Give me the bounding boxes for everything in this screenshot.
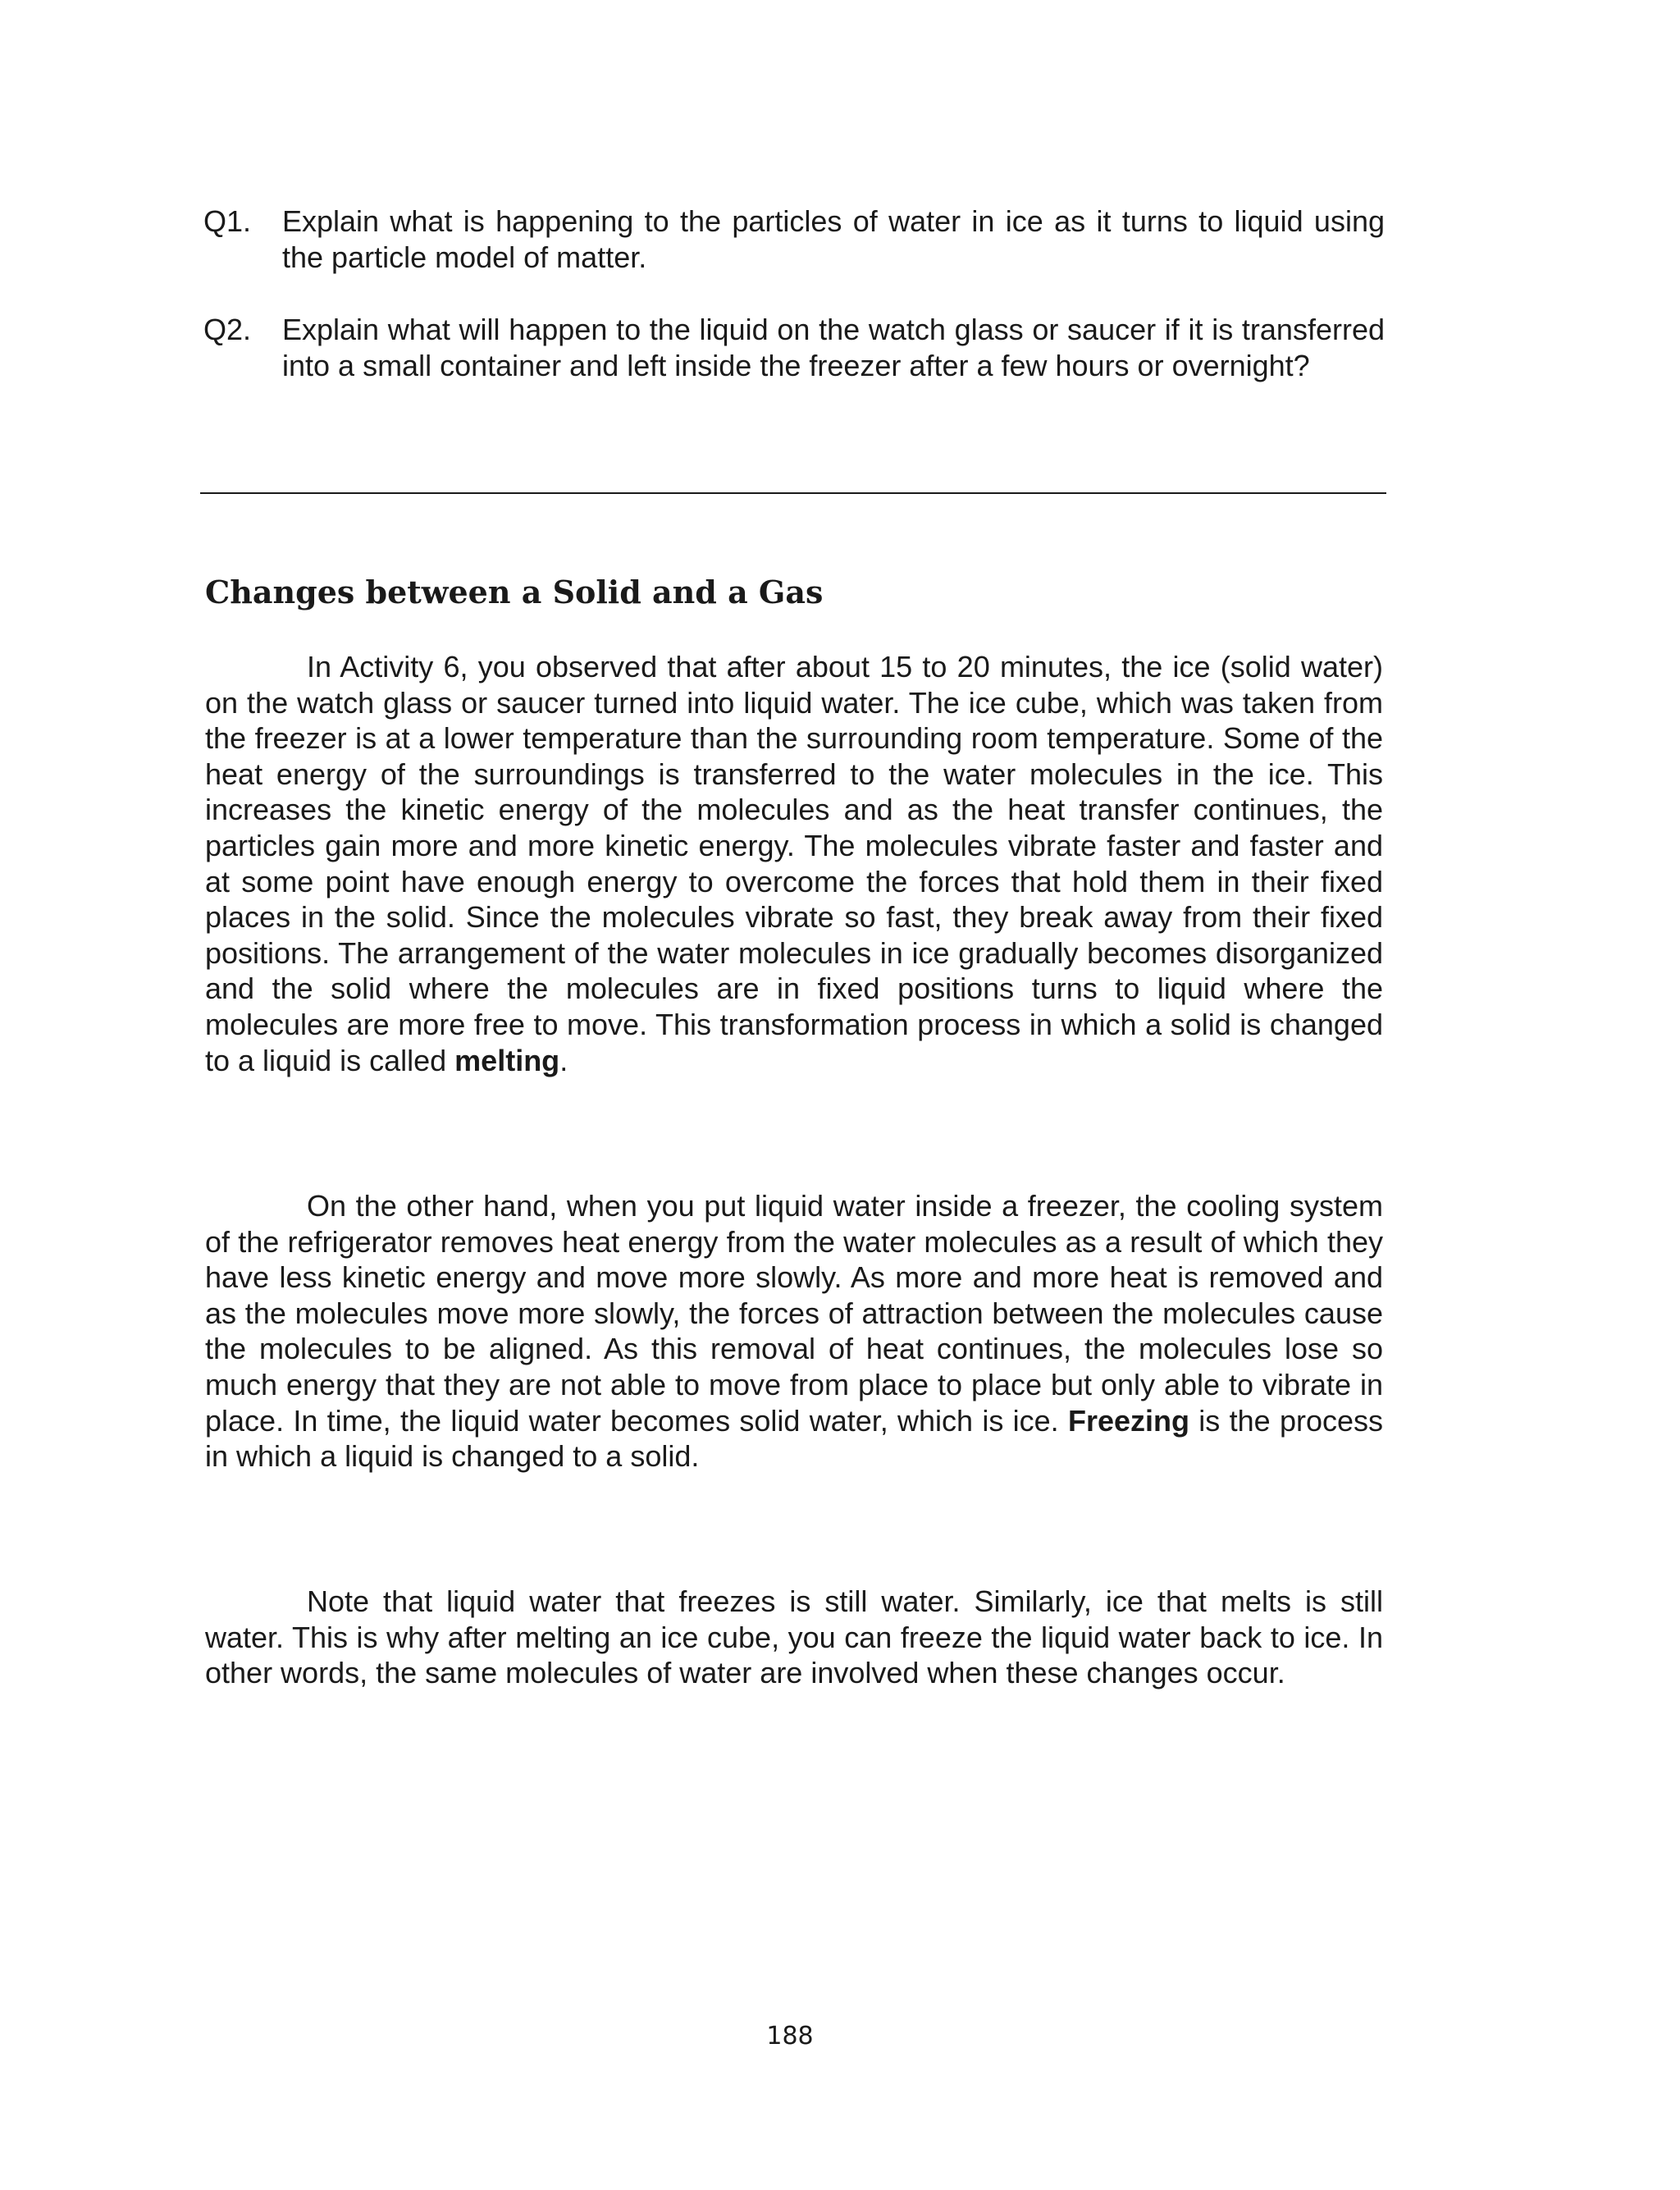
question-2 (203, 312, 1385, 384)
paragraph-freezing (205, 1188, 1383, 1474)
paragraph-freezing-end: is the process in which a liquid is changed to a solid. (205, 1403, 1383, 1474)
paragraph-note: Note that liquid water that freezes is still water. Similarly, ice that melts is still water. This is why after melting an ice cube, you can freeze the liquid water back to ice. In other words, the same molecules of water are involved when these changes occur. (205, 1584, 1383, 1690)
question-2-text: Explain what will happen to the liquid on the watch glass or saucer if it is transferred into a small container and left inside the freezer after a few hours or overnight? (282, 313, 1385, 382)
question-1-text: Explain what is happening to the particles of water in ice as it turns to liquid using the particle model of matter. (282, 204, 1385, 274)
paragraph-melting-end: . (559, 1043, 568, 1077)
paragraph-melting (205, 649, 1383, 1078)
section-heading: Changes between a Solid and a Gas (205, 574, 824, 610)
question-1-number: Q1. (203, 204, 252, 238)
section-divider (200, 492, 1386, 494)
paragraph-freezing-text: On the other hand, when you put liquid water inside a freezer, the cooling system of the refrigerator removes heat energy from the water molecules as a result of which they have less kinetic energy and move more slowly. As more and more heat is removed and as the molecules move more slowly, the forces of attraction between the molecules cause the molecules to be aligned. As this removal of heat continues, the molecules lose so much energy that they are not able to move from place to place but only able to vibrate in place. In time, the liquid water becomes solid water, which is ice. (205, 1189, 1383, 1438)
page-number: 188 (766, 2022, 814, 2051)
question-1 (203, 203, 1385, 276)
term-melting: melting (454, 1043, 560, 1077)
term-freezing: Freezing (1067, 1403, 1190, 1438)
paragraph-melting-text: In Activity 6, you observed that after about 15 to 20 minutes, the ice (solid water) on the watch glass or saucer turned into liquid water. The ice cube, which was taken from the freezer is at a lower temperature than the surrounding room temperature. Some of the heat energy of the surroundings is transferred to the water molecules in the ice. This increases the kinetic energy of the molecules and as the heat transfer continues, the particles gain more and more kinetic energy. The molecules vibrate faster and faster and at some point have enough energy to overcome the forces that hold them in their fixed places in the solid. Since the molecules vibrate so fast, they break away from their fixed positions. The arrangement of the water molecules in ice gradually becomes disorganized and the solid where the molecules are in fixed positions turns to liquid where the molecules are more free to move. This transformation process in which a solid is changed to a liquid is called (205, 650, 1383, 1077)
question-2-number: Q2. (203, 313, 252, 346)
